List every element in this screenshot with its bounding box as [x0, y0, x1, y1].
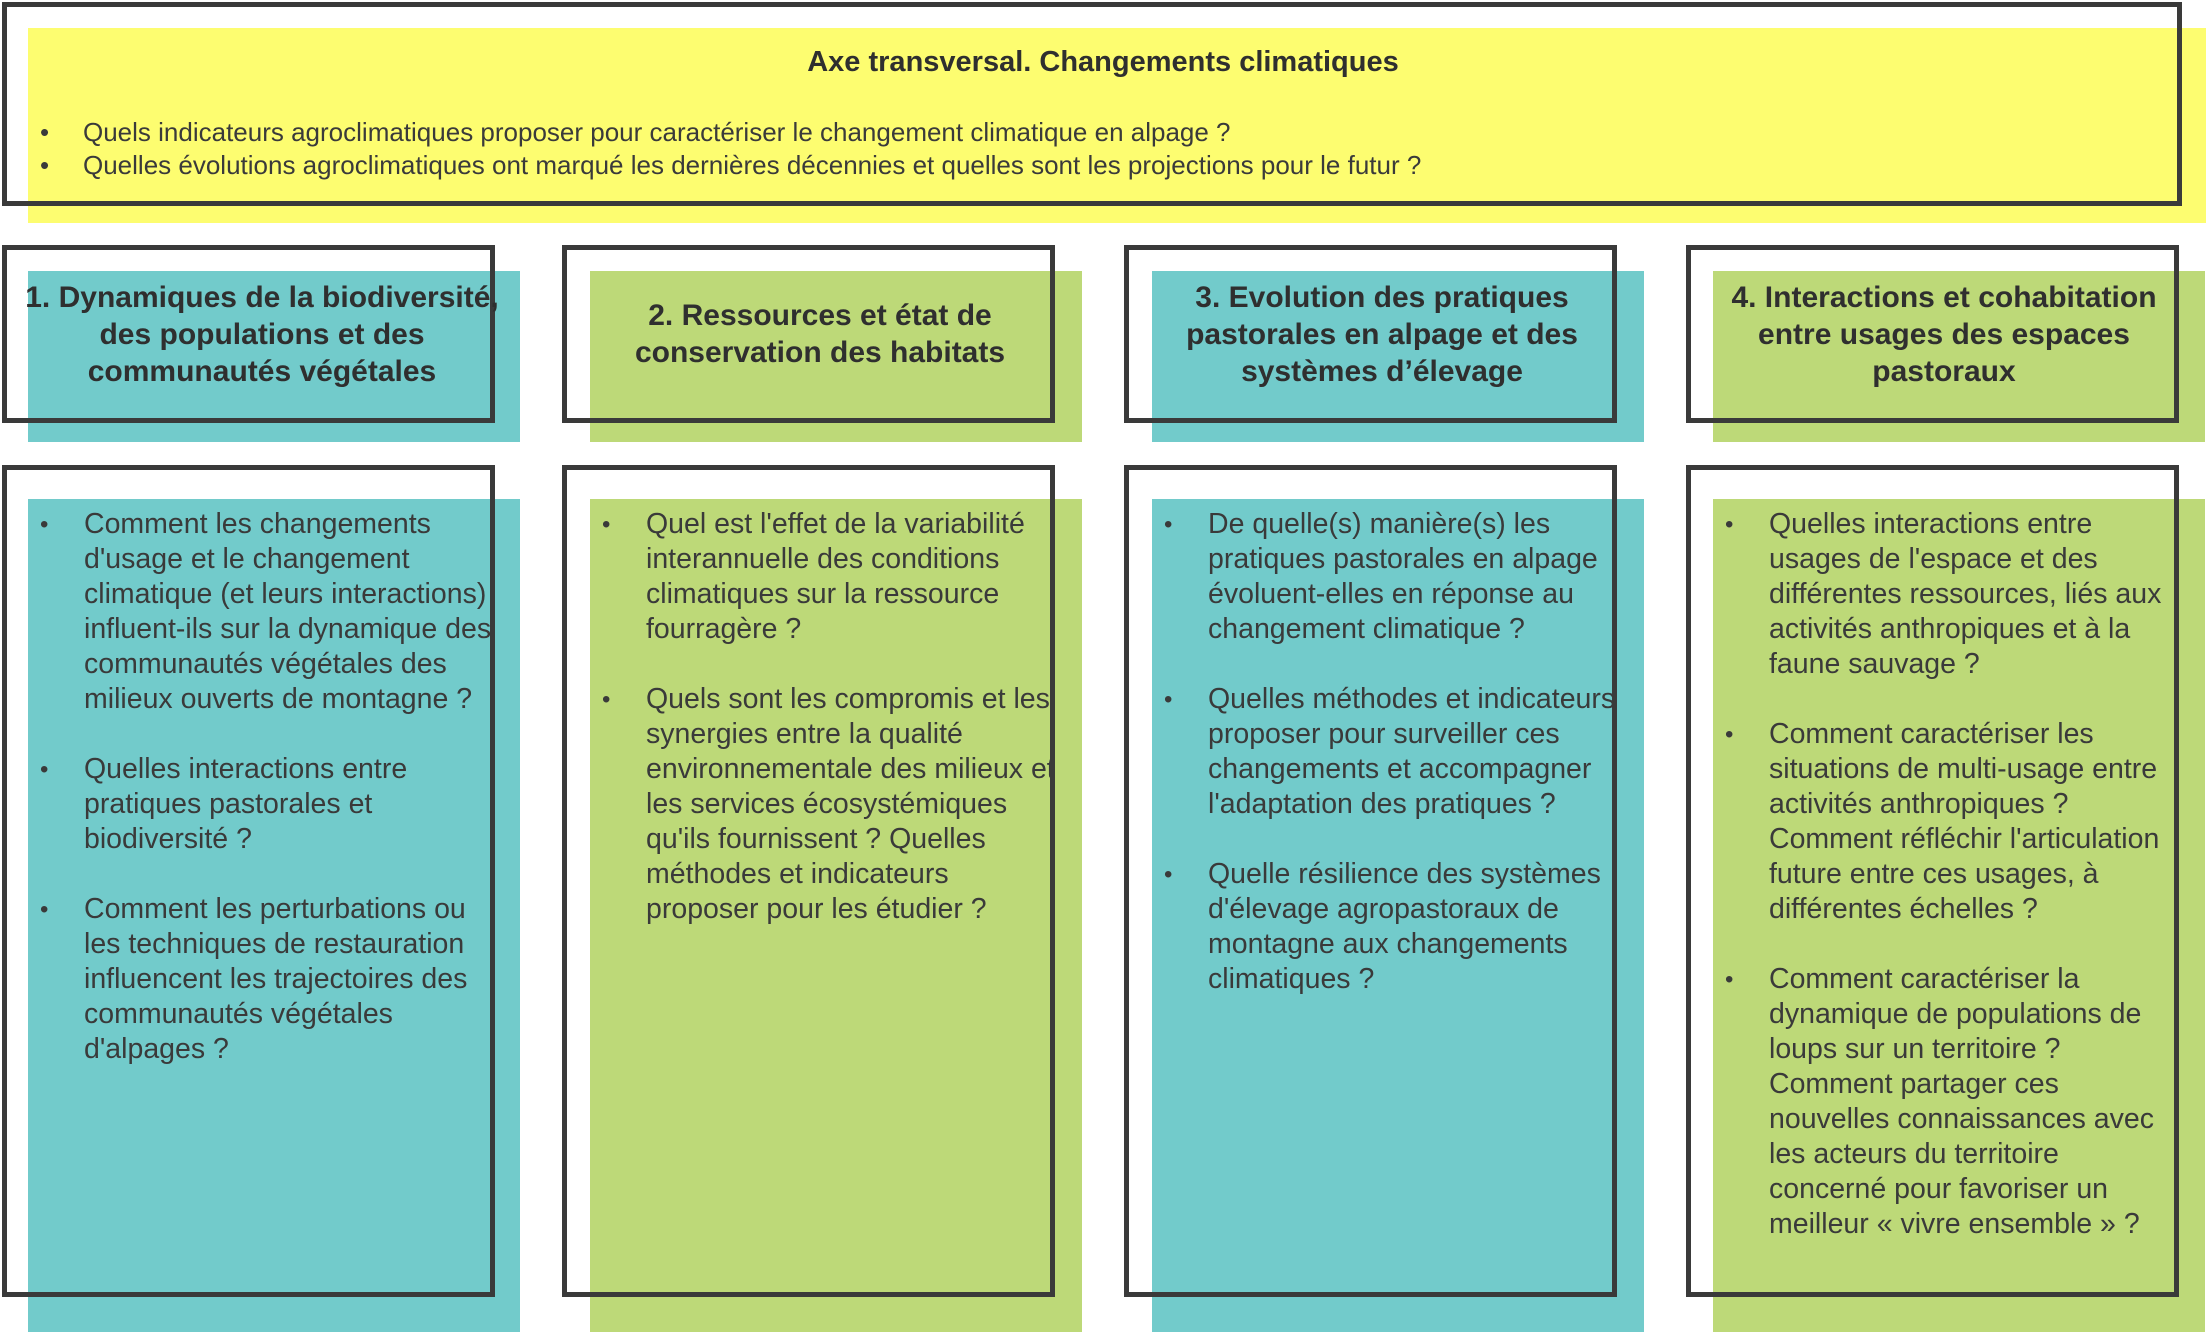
axe-question-text: Quels indicateurs agroclimatiques proposer pour caractériser le changement climatique en alpage ?: [83, 117, 1231, 147]
bullet-icon: •: [40, 150, 50, 180]
axis-2-questions: [602, 507, 1057, 962]
question-item: [40, 752, 495, 857]
axis-1-questions: [40, 507, 495, 1102]
axe-question-text: Quelles évolutions agroclimatiques ont marqué les dernières décennies et quelles sont les projections pour le futur ?: [83, 150, 1422, 180]
question-text: Quelles interactions entre usages de l'espace et des différentes ressources, liés aux activités anthropiques et à la faune sauvage ?: [1769, 508, 2162, 680]
question-item: [602, 682, 1057, 927]
bullet-icon: •: [1164, 511, 1173, 538]
bullet-icon: •: [40, 756, 49, 783]
question-item: [1725, 962, 2180, 1242]
question-item: [1725, 717, 2180, 927]
question-item: [40, 507, 495, 717]
bullet-icon: •: [40, 511, 49, 538]
bullet-icon: •: [1725, 511, 1734, 538]
bullet-icon: •: [40, 117, 50, 147]
question-text: Quel est l'effet de la variabilité interannuelle des conditions climatiques sur la ressource fourragère ?: [646, 508, 1025, 645]
axe-transversal-title: Axe transversal. Changements climatiques: [807, 46, 1399, 78]
axis-3-questions: [1164, 507, 1619, 1032]
question-item: [1164, 857, 1619, 997]
axe-question: [40, 116, 1421, 149]
axis-2-title: 2. Ressources et état de conservation des habitats: [634, 299, 1006, 369]
question-text: De quelle(s) manière(s) les pratiques pastorales en alpage évoluent-elles en réponse au changement climatique ?: [1208, 508, 1598, 645]
question-text: Comment les perturbations ou les techniques de restauration influencent les trajectoires des communautés végétales d'alpages ?: [84, 893, 468, 1065]
axis-4-questions: [1725, 507, 2180, 1277]
question-text: Quelles interactions entre pratiques pastorales et biodiversité ?: [84, 753, 408, 855]
axis-1-title: 1. Dynamiques de la biodiversité, des populations et des communautés végétales: [25, 280, 499, 388]
axis-4-title: 4. Interactions et cohabitation entre usages des espaces pastoraux: [1731, 280, 2157, 388]
question-item: [40, 892, 495, 1067]
question-text: Comment caractériser les situations de multi-usage entre activités anthropiques ? Comment réfléchir l'articulation future entre ces usages, à différentes échelles ?: [1769, 718, 2160, 925]
question-text: Comment les changements d'usage et le changement climatique (et leurs interactions) influent-ils sur la dynamique des communautés végétales des milieux ouverts de montagne ?: [84, 508, 492, 715]
bullet-icon: •: [1725, 721, 1734, 748]
question-text: Quels sont les compromis et les synergies entre la qualité environnementale des milieux et les services écosystémiques qu'ils fournissent ? Quelles méthodes et indicateurs proposer pour les étudier ?: [646, 683, 1055, 925]
bullet-icon: •: [1164, 686, 1173, 713]
bullet-icon: •: [40, 896, 49, 923]
bullet-icon: •: [602, 511, 611, 538]
question-item: [1164, 682, 1619, 822]
bullet-icon: •: [1725, 966, 1734, 993]
axis-3-title: 3. Evolution des pratiques pastorales en alpage et des systèmes d’élevage: [1186, 280, 1578, 388]
bullet-icon: •: [602, 686, 611, 713]
question-text: Comment caractériser la dynamique de populations de loups sur un territoire ? Comment partager ces nouvelles connaissances avec les acteurs du territoire concerné pour favoriser un meilleur « vivre ensemble » ?: [1769, 963, 2154, 1240]
question-item: [1164, 507, 1619, 647]
question-item: [1725, 507, 2180, 682]
question-item: [602, 507, 1057, 647]
question-text: Quelle résilience des systèmes d'élevage agropastoraux de montagne aux changements climatiques ?: [1208, 858, 1601, 995]
bullet-icon: •: [1164, 861, 1173, 888]
question-text: Quelles méthodes et indicateurs proposer pour surveiller ces changements et accompagner l'adaptation des pratiques ?: [1208, 683, 1616, 820]
axe-transversal-questions: [40, 116, 1421, 182]
axe-question: [40, 149, 1421, 182]
